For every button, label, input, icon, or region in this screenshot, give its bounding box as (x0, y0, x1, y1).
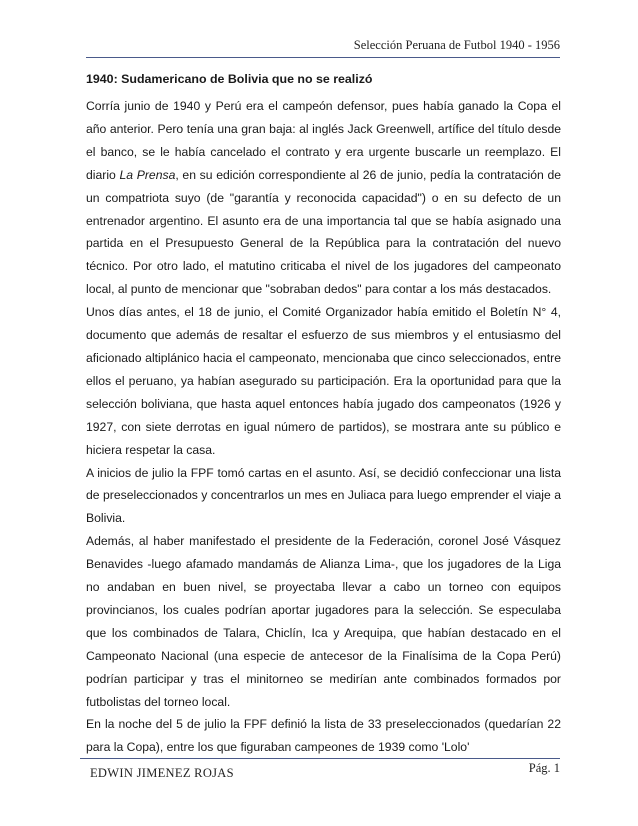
newspaper-name: La Prensa (119, 167, 176, 182)
section-heading: 1940: Sudamericano de Bolivia que no se realizó (86, 72, 373, 86)
page-body (86, 68, 561, 759)
footer-divider (80, 758, 560, 759)
paragraph-1 (86, 95, 561, 301)
paragraph-1-text-a: Corría junio de 1940 y Perú era el campeón defensor, pues había ganado la Copa el año anterior. Pero tenía una gran baja: al inglés Jack Greenwell, artífice del título desde el banco, se le había cancelado el contrato y era urgente buscarle un reemplazo. El diario (86, 99, 561, 182)
page-number: Pág. 1 (528, 761, 560, 775)
paragraph-1-text-b: , en su edición correspondiente al 26 de junio, pedía la contratación de un compatriota suyo (de "garantía y reconocida capacidad") o en su defecto de un entrenador argentino. El asunto era de una importancia tal que se había asignado una partida en el Presupuesto General de la República para la contratación del nuevo técnico. Por otro lado, el matutino criticaba el nivel de los jugadores del campeonato local, al punto de mencionar que "sobraban dedos" para contar a los más destacados. (86, 167, 562, 297)
paragraph-5: En la noche del 5 de julio la FPF definió la lista de 33 preseleccionados (quedarían 22 para la Copa), entre los que figuraban campeones de 1939 como 'Lolo' (86, 717, 561, 755)
running-header: Selección Peruana de Futbol 1940 - 1956 (353, 38, 560, 52)
paragraph-4: Además, al haber manifestado el presidente de la Federación, coronel José Vásquez Benavides -luego afamado mandamás de Alianza Lima-, que los jugadores de la Liga no andaban en buen nivel, se proyectaba llevar a cabo un torneo con equipos provincianos, los cuales podrían aportar jugadores para la selección. Se especulaba que los combinados de Talara, Chiclín, Ica y Arequipa, que habían destacado en el Campeonato Nacional (una especie de antecesor de la Finalísima de la Copa Perú) podrían participar y tras el minitorneo se medirían ante combinados formados por futbolistas del torneo local. (86, 534, 561, 709)
footer-author: EDWIN JIMENEZ ROJAS (90, 766, 234, 780)
header-divider (86, 57, 560, 58)
paragraph-3: A inicios de julio la FPF tomó cartas en el asunto. Así, se decidió confeccionar una lista de preseleccionados y concentrarlos un mes en Juliaca para luego emprender el viaje a Bolivia. (86, 465, 561, 526)
paragraph-2: Unos días antes, el 18 de junio, el Comité Organizador había emitido el Boletín N° 4, documento que además de resaltar el esfuerzo de sus miembros y el entusiasmo del aficionado altiplánico hacia el campeonato, mencionaba que cinco seleccionados, entre ellos el peruano, ya habían asegurado su participación. Era la oportunidad para que la selección boliviana, que hasta aquel entonces había jugado dos campeonatos (1926 y 1927, con siete derrotas en igual número de partidos), se mostrara ante su público e hiciera respetar la casa. (86, 305, 561, 457)
